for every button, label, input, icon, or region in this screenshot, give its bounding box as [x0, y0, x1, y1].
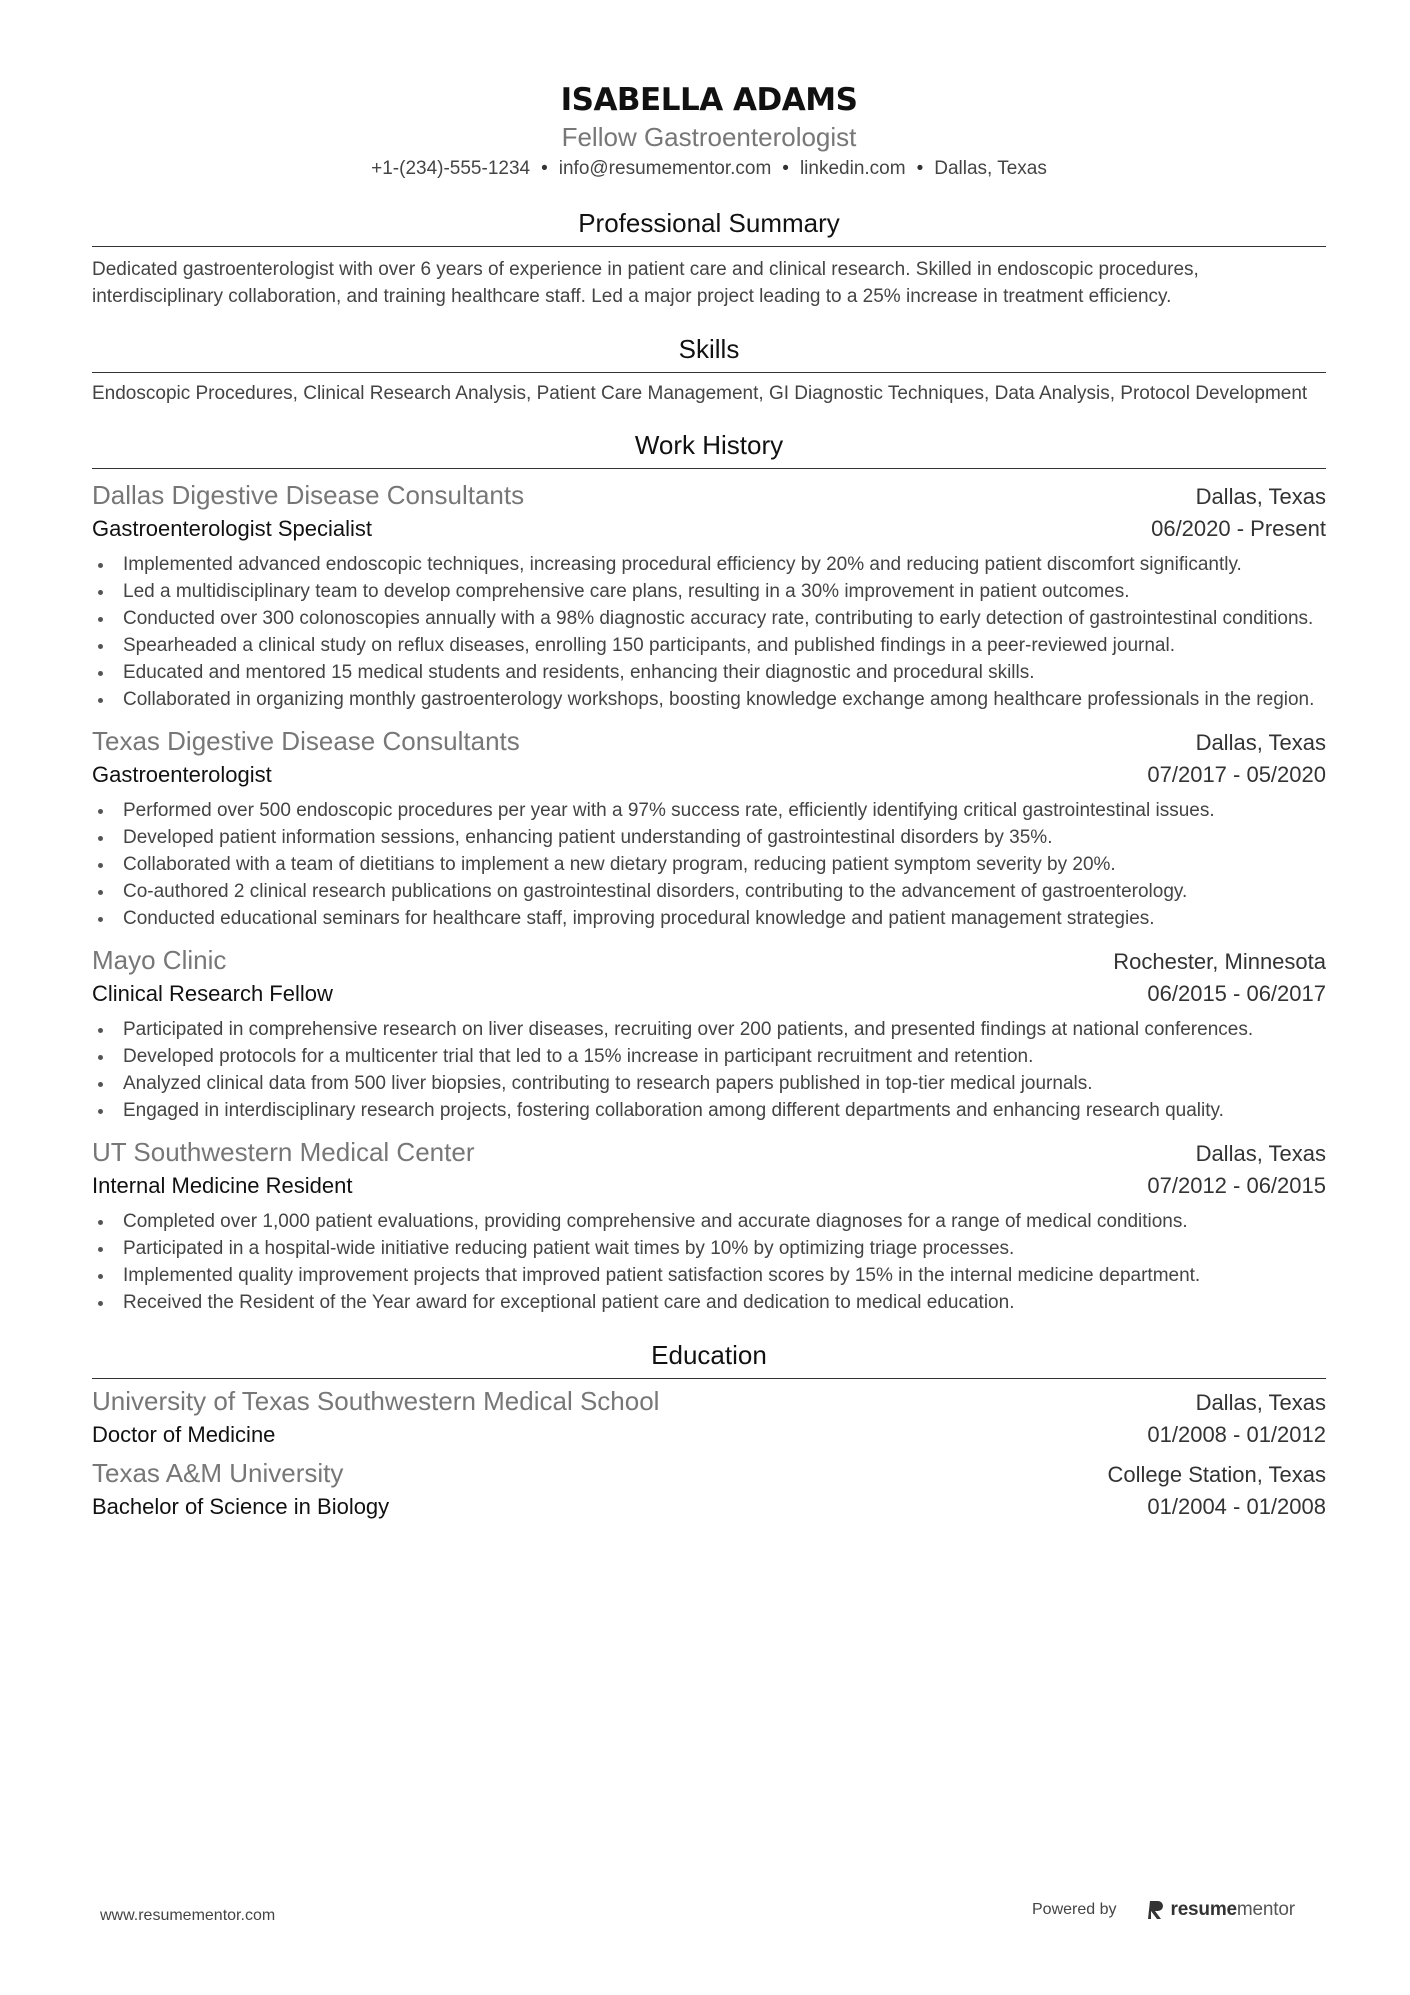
- school-location: Dallas, Texas: [1195, 1390, 1326, 1415]
- bullet-item: Collaborated in organizing monthly gastroenterology workshops, boosting knowledge exchange among healthcare professionals in the region.: [92, 686, 1326, 713]
- job-header-row: [92, 1136, 1326, 1170]
- company-name: UT Southwestern Medical Center: [92, 1137, 475, 1167]
- company-name: Mayo Clinic: [92, 945, 227, 975]
- powered-by-label: Powered by: [1032, 1901, 1117, 1918]
- section-title: Skills: [92, 332, 1326, 373]
- bullet-item: Performed over 500 endoscopic procedures per year with a 97% success rate, efficiently identifying critical gastrointestinal issues.: [92, 797, 1326, 824]
- bullet-item: Implemented advanced endoscopic techniques, increasing procedural efficiency by 20% and reducing patient discomfort significantly.: [92, 551, 1326, 578]
- school-name: Texas A&M University: [92, 1458, 344, 1488]
- edu-header-row: [92, 1385, 1326, 1419]
- bullet-item: Led a multidisciplinary team to develop comprehensive care plans, resulting in a 30% improvement in patient outcomes.: [92, 578, 1326, 605]
- job-title: Gastroenterologist Specialist: [92, 516, 373, 541]
- email-link[interactable]: info@resumementor.com: [558, 158, 772, 179]
- bullet-item: Analyzed clinical data from 500 liver biopsies, contributing to research papers published in top-tier medical journals.: [92, 1070, 1326, 1097]
- edu-header-row: [92, 1457, 1326, 1491]
- footer-brand: [1032, 1899, 1295, 1921]
- separator-dot: •: [782, 158, 789, 179]
- job-entry: [92, 1136, 1326, 1316]
- separator-dot: •: [916, 158, 924, 179]
- job-title: Gastroenterologist: [92, 762, 272, 787]
- job-role-row: [92, 1170, 1326, 1202]
- job-bullets: [92, 551, 1326, 713]
- bullet-item: Spearheaded a clinical study on reflux diseases, enrolling 150 participants, and published findings in a peer-reviewed journal.: [92, 632, 1326, 659]
- job-entry: [92, 479, 1326, 713]
- job-location: Dallas, Texas: [1195, 1141, 1326, 1166]
- job-role-row: [92, 978, 1326, 1010]
- job-bullets: [92, 1208, 1326, 1316]
- brand-bold: resume: [1170, 1899, 1237, 1920]
- school-location: College Station, Texas: [1107, 1462, 1326, 1487]
- edu-dates: 01/2004 - 01/2008: [1147, 1494, 1326, 1519]
- resume-page: [92, 80, 1326, 1523]
- job-entry: [92, 944, 1326, 1124]
- company-name: Dallas Digestive Disease Consultants: [92, 480, 525, 510]
- candidate-name: ISABELLA ADAMS: [560, 82, 858, 118]
- contact-line: [92, 156, 1326, 182]
- work-history-section: [92, 428, 1326, 1316]
- bullet-item: Developed protocols for a multicenter trial that led to a 15% increase in participant recruitment and retention.: [92, 1043, 1326, 1070]
- education-entry: [92, 1385, 1326, 1451]
- bullet-item: Educated and mentored 15 medical students and residents, enhancing their diagnostic and procedural skills.: [92, 659, 1326, 686]
- education-section: [92, 1338, 1326, 1523]
- skills-section: [92, 332, 1326, 406]
- job-location: Dallas, Texas: [1195, 484, 1326, 509]
- bullet-item: Developed patient information sessions, enhancing patient understanding of gastrointestinal disorders by 35%.: [92, 824, 1326, 851]
- company-name: Texas Digestive Disease Consultants: [92, 726, 520, 756]
- education-entry: [92, 1457, 1326, 1523]
- bullet-item: Implemented quality improvement projects that improved patient satisfaction scores by 15% in the internal medicine department.: [92, 1262, 1326, 1289]
- degree: Bachelor of Science in Biology: [92, 1494, 390, 1519]
- education-list: [92, 1385, 1326, 1523]
- job-title: Internal Medicine Resident: [92, 1173, 353, 1198]
- edu-degree-row: [92, 1419, 1326, 1451]
- bullet-item: Engaged in interdisciplinary research projects, fostering collaboration among different departments and enhancing research quality.: [92, 1097, 1326, 1124]
- phone: +1-(234)-555-1234: [371, 158, 531, 179]
- job-bullets: [92, 797, 1326, 932]
- section-title: Education: [92, 1338, 1326, 1379]
- bullet-item: Conducted educational seminars for healthcare staff, improving procedural knowledge and patient management strategies.: [92, 905, 1326, 932]
- job-role-row: [92, 759, 1326, 791]
- job-title: Clinical Research Fellow: [92, 981, 333, 1006]
- job-location: Dallas, Texas: [1195, 730, 1326, 755]
- degree: Doctor of Medicine: [92, 1422, 276, 1447]
- bullet-item: Completed over 1,000 patient evaluations, providing comprehensive and accurate diagnoses for a range of medical conditions.: [92, 1208, 1326, 1235]
- skills-text: Endoscopic Procedures, Clinical Research Analysis, Patient Care Management, GI Diagnostic Techniques, Data Analysis, Protocol Development: [92, 383, 1308, 404]
- job-location: Rochester, Minnesota: [1113, 949, 1326, 974]
- job-list: [92, 479, 1326, 1316]
- job-bullets: [92, 1016, 1326, 1124]
- bullet-item: Collaborated with a team of dietitians to implement a new dietary program, reducing patient symptom severity by 20%.: [92, 851, 1326, 878]
- summary-section: [92, 206, 1326, 310]
- candidate-headline: Fellow Gastroenterologist: [561, 122, 857, 152]
- summary-text: Dedicated gastroenterologist with over 6 years of experience in patient care and clinical research. Skilled in endoscopic procedures, interdisciplinary collaboration, and training healthcare staff. Led a major project leading to a 25% increase in treatment efficiency.: [92, 259, 1199, 307]
- bullet-item: Conducted over 300 colonoscopies annually with a 98% diagnostic accuracy rate, contributing to early detection of gastrointestinal conditions.: [92, 605, 1326, 632]
- footer-website[interactable]: www.resumementor.com: [100, 1907, 276, 1924]
- job-dates: 06/2020 - Present: [1151, 516, 1326, 541]
- job-entry: [92, 725, 1326, 932]
- linkedin-link[interactable]: linkedin.com: [799, 158, 906, 179]
- bullet-item: Received the Resident of the Year award for exceptional patient care and dedication to medical education.: [92, 1289, 1326, 1316]
- edu-dates: 01/2008 - 01/2012: [1147, 1422, 1326, 1447]
- job-role-row: [92, 513, 1326, 545]
- bullet-item: Co-authored 2 clinical research publications on gastrointestinal disorders, contributing to the advancement of gastroenterology.: [92, 878, 1326, 905]
- location: Dallas, Texas: [934, 158, 1047, 179]
- section-title: Professional Summary: [92, 206, 1326, 247]
- job-header-row: [92, 479, 1326, 513]
- brand-light: mentor: [1236, 1899, 1295, 1920]
- job-header-row: [92, 944, 1326, 978]
- job-dates: 06/2015 - 06/2017: [1147, 981, 1326, 1006]
- school-name: University of Texas Southwestern Medical School: [92, 1386, 660, 1416]
- bullet-item: Participated in comprehensive research on liver diseases, recruiting over 200 patients, and presented findings at national conferences.: [92, 1016, 1326, 1043]
- job-dates: 07/2017 - 05/2020: [1147, 762, 1326, 787]
- job-dates: 07/2012 - 06/2015: [1147, 1173, 1326, 1198]
- resumementor-logo-icon: [1147, 1899, 1165, 1921]
- section-title: Work History: [92, 428, 1326, 469]
- brand-name: [1171, 1899, 1295, 1921]
- separator-dot: •: [541, 158, 548, 179]
- bullet-item: Participated in a hospital-wide initiative reducing patient wait times by 10% by optimizing triage processes.: [92, 1235, 1326, 1262]
- job-header-row: [92, 725, 1326, 759]
- edu-degree-row: [92, 1491, 1326, 1523]
